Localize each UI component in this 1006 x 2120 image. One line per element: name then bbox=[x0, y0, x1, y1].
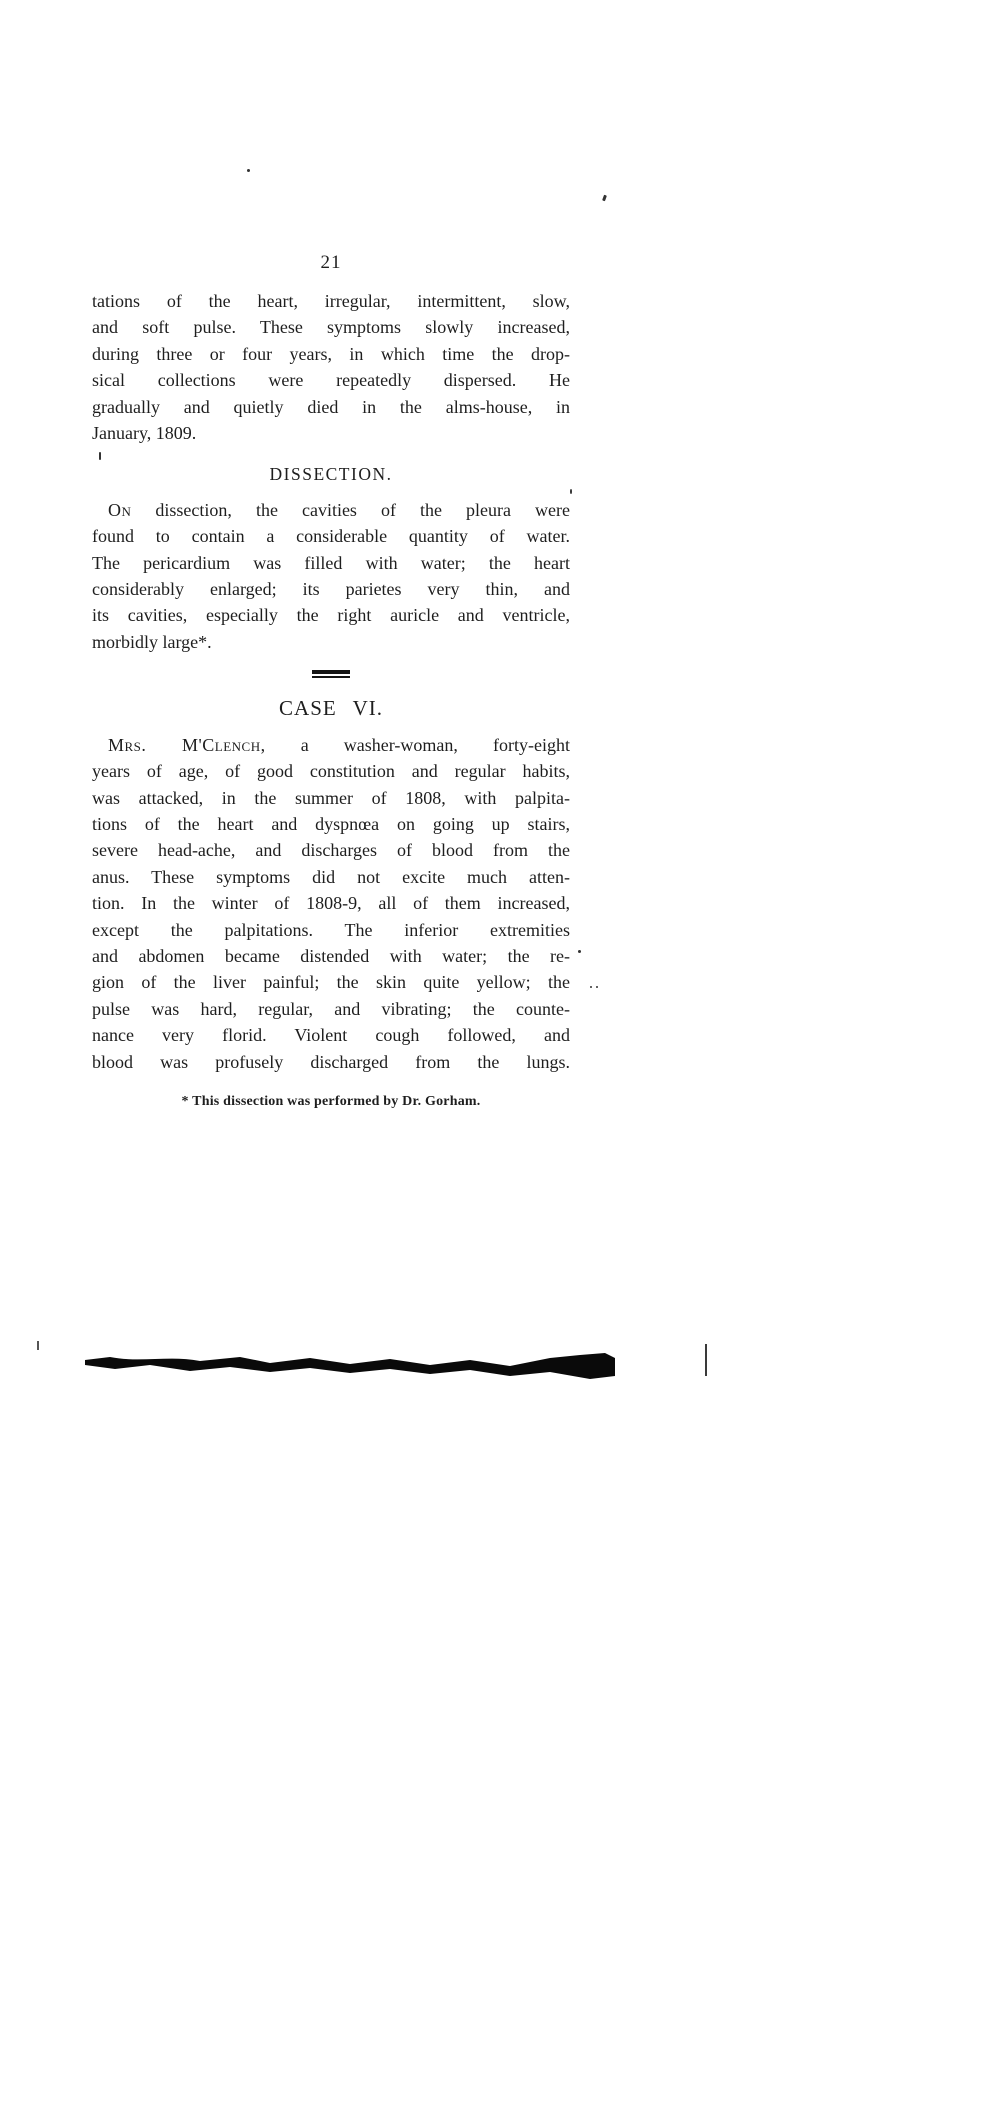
scan-margin-mark-left bbox=[37, 1341, 39, 1350]
text-block bbox=[92, 288, 570, 1115]
page-number: 21 bbox=[320, 252, 342, 273]
body-text-line: gradually and quietly died in the alms-house, in bbox=[92, 396, 570, 417]
section-heading-dissection: DISSECTION. bbox=[269, 464, 393, 485]
body-text-line: and abdomen became distended with water; the re- bbox=[92, 945, 570, 966]
footnote: * This dissection was performed by Dr. Gorham. bbox=[181, 1093, 481, 1109]
body-text-line bbox=[92, 732, 570, 758]
body-text-line: The pericardium was filled with water; the heart bbox=[92, 552, 570, 573]
body-text-line: sical collections were repeatedly dispersed. He bbox=[92, 370, 570, 391]
body-text-line: found to contain a considerable quantity of water. bbox=[92, 526, 570, 547]
paragraph-case-vi bbox=[92, 732, 570, 1075]
body-text-line: its cavities, especially the right auricle and ventricle, bbox=[92, 605, 570, 626]
small-caps-lead: On bbox=[108, 499, 132, 520]
divider-bar-thick bbox=[312, 670, 350, 674]
body-text-line: blood was profusely discharged from the lungs. bbox=[92, 1051, 570, 1072]
body-text-span: a washer-woman, forty-eight bbox=[265, 734, 570, 755]
scan-speck bbox=[247, 169, 250, 172]
scan-speck bbox=[578, 950, 581, 953]
body-text-line: except the palpitations. The inferior extremities bbox=[92, 919, 570, 940]
body-text-line: years of age, of good constitution and regular habits, bbox=[92, 761, 570, 782]
section-divider bbox=[312, 670, 350, 678]
small-caps-lead: Mrs. M'Clench, bbox=[108, 734, 266, 755]
body-text-line: during three or four years, in which time the drop- bbox=[92, 343, 570, 364]
scan-speck bbox=[596, 986, 598, 988]
body-text-line: tion. In the winter of 1808-9, all of them increased, bbox=[92, 893, 570, 914]
scan-edge-artifact-shape bbox=[85, 1350, 615, 1384]
scan-margin-mark-right bbox=[705, 1344, 707, 1376]
body-text-line: morbidly large*. bbox=[92, 631, 212, 652]
scan-speck bbox=[590, 986, 592, 988]
scan-speck bbox=[570, 489, 572, 494]
body-text-line: tations of the heart, irregular, intermittent, slow, bbox=[92, 291, 570, 311]
section-heading-case-vi: CASE VI. bbox=[279, 696, 383, 721]
body-text-line: January, 1809. bbox=[92, 423, 197, 444]
body-text-line: tions of the heart and dyspnœa on going up stairs, bbox=[92, 813, 570, 834]
body-text-line: gion of the liver painful; the skin quite yellow; the bbox=[92, 972, 570, 993]
scan-speck bbox=[602, 195, 607, 202]
body-text-line: considerably enlarged; its parietes very thin, and bbox=[92, 579, 570, 600]
body-text-line bbox=[92, 497, 570, 523]
paragraph-continuation bbox=[92, 288, 570, 446]
paragraph-dissection bbox=[92, 497, 570, 655]
divider-bar-thin bbox=[312, 676, 350, 678]
body-text-line: and soft pulse. These symptoms slowly increased, bbox=[92, 317, 570, 338]
body-text-line: pulse was hard, regular, and vibrating; the counte- bbox=[92, 998, 570, 1019]
body-text-span: dissection, the cavities of the pleura were bbox=[131, 499, 570, 520]
body-text-line: nance very florid. Violent cough followed, and bbox=[92, 1025, 570, 1046]
scan-edge-artifact-band bbox=[85, 1350, 615, 1389]
body-text-line: anus. These symptoms did not excite much atten- bbox=[92, 866, 570, 887]
scan-speck bbox=[99, 452, 101, 460]
body-text-line: severe head-ache, and discharges of blood from the bbox=[92, 840, 570, 861]
body-text-line: was attacked, in the summer of 1808, with palpita- bbox=[92, 787, 570, 808]
